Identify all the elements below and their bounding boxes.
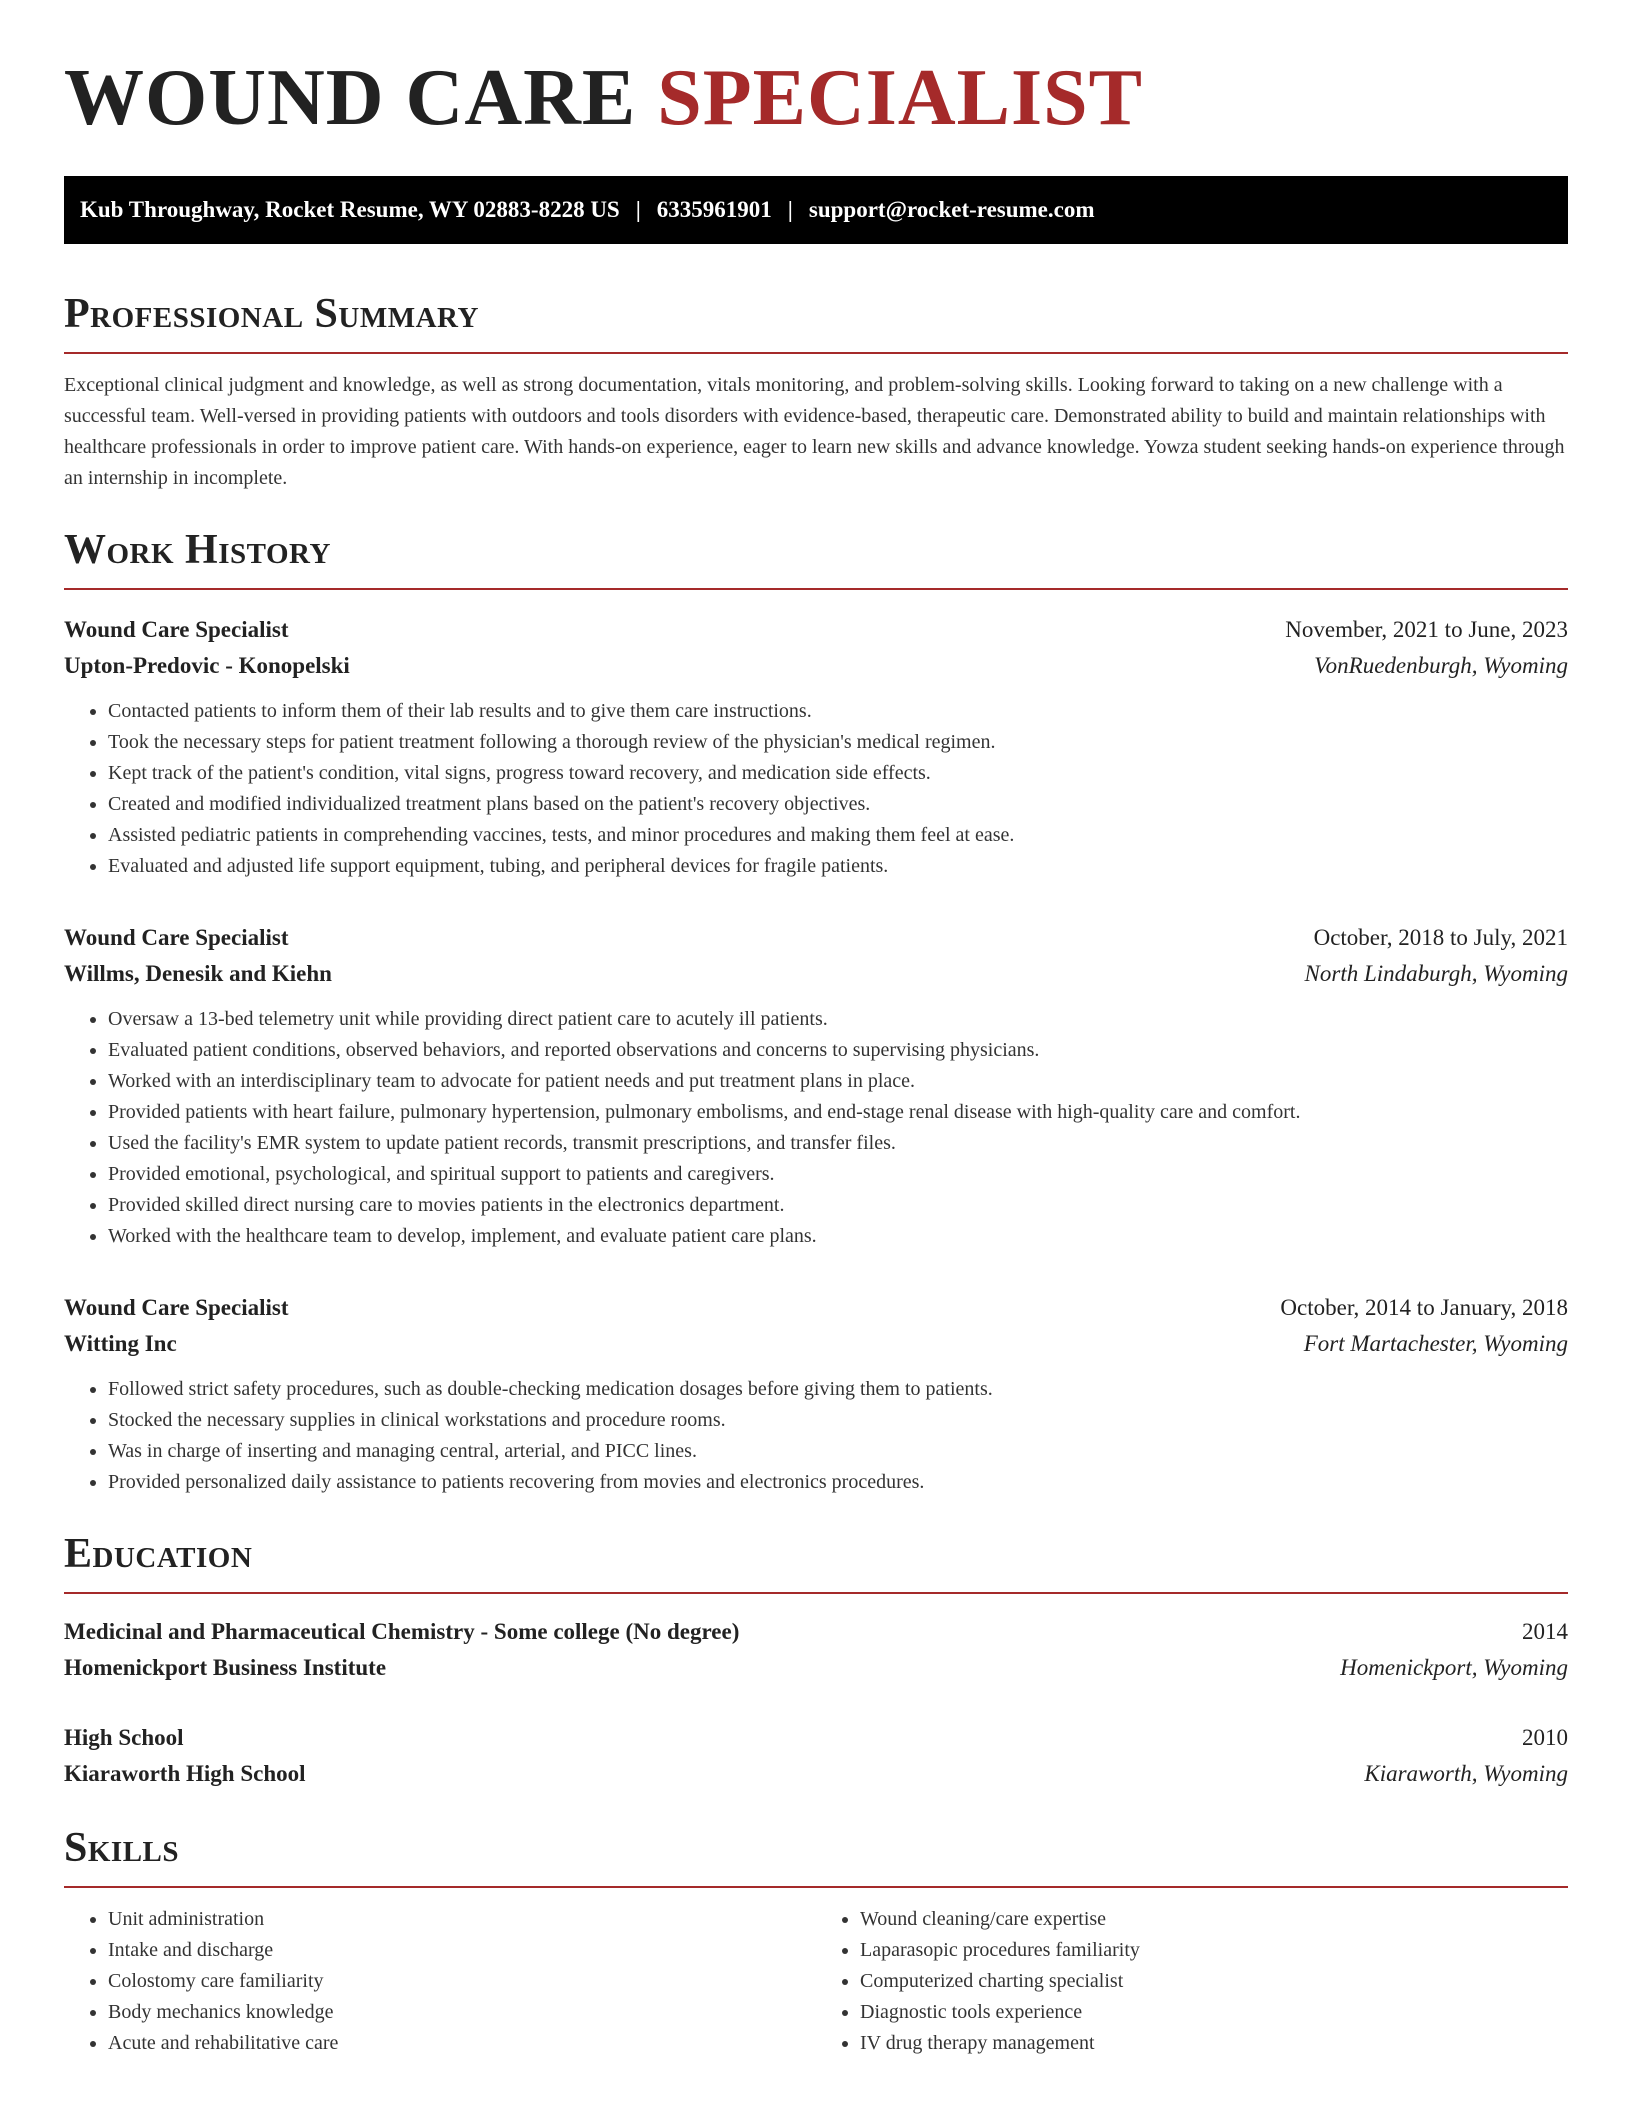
- section-divider: [64, 1886, 1568, 1888]
- job-title: Wound Care Specialist: [64, 1295, 289, 1320]
- job-bullet: • Provided skilled direct nursing care to movies patients in the electronics department.: [108, 1190, 1568, 1221]
- skill-item: • Body mechanics knowledge: [108, 1997, 816, 2028]
- job-bullet: • Contacted patients to inform them of their lab results and to give them care instructions.: [108, 696, 1568, 727]
- job-bullet: • Worked with an interdisciplinary team to advocate for patient needs and put treatment plans in place.: [108, 1066, 1568, 1097]
- summary-text: Exceptional clinical judgment and knowledge, as well as strong documentation, vitals monitoring, and problem-solving skills. Looking forward to taking on a new challenge with a successful team. Well-versed in providing patients with outdoors and tools disorders with evidence-based, therapeutic care. Demonstrated ability to build and maintain relationships with healthcare professionals in order to improve patient care. With hands-on experience, eager to learn new skills and advance knowledge. Yowza student seeking hands-on experience through an internship in incomplete.: [64, 374, 1565, 489]
- job-location: Fort Martachester, Wyoming: [1303, 1331, 1568, 1356]
- job-bullets: [64, 696, 1568, 882]
- contact-separator: |: [635, 197, 641, 222]
- section-divider: [64, 588, 1568, 590]
- job-company: Witting Inc: [64, 1331, 177, 1356]
- education-heading: Education: [64, 1531, 253, 1577]
- job-bullets: [64, 1004, 1568, 1252]
- education-section: [64, 1528, 1568, 1792]
- skill-item: • Colostomy care familiarity: [108, 1966, 816, 1997]
- contact-address: Kub Throughway, Rocket Resume, WY 02883-8228 US: [80, 197, 620, 222]
- job-bullet: • Assisted pediatric patients in comprehending vaccines, tests, and minor procedures and making them feel at ease.: [108, 820, 1568, 851]
- resume-title: [64, 0, 1568, 140]
- contact-bar: [64, 176, 1568, 244]
- skills-list-left: [64, 1904, 816, 2059]
- job-bullet: • Created and modified individualized treatment plans based on the patient's recovery objectives.: [108, 789, 1568, 820]
- skill-item: • Diagnostic tools experience: [860, 1997, 1568, 2028]
- education-degree: High School: [64, 1725, 184, 1750]
- job-bullet: • Followed strict safety procedures, such as double-checking medication dosages before giving them to patients.: [108, 1374, 1568, 1405]
- job-bullet: • Evaluated and adjusted life support equipment, tubing, and peripheral devices for fragile patients.: [108, 851, 1568, 882]
- contact-separator: |: [787, 197, 793, 222]
- job-dates: October, 2014 to January, 2018: [1280, 1295, 1568, 1320]
- job-title: Wound Care Specialist: [64, 925, 289, 950]
- education-location: Kiaraworth, Wyoming: [1364, 1761, 1568, 1786]
- contact-phone[interactable]: 6335961901: [656, 197, 772, 222]
- education-school: Kiaraworth High School: [64, 1761, 306, 1786]
- job-bullet: • Worked with the healthcare team to develop, implement, and evaluate patient care plans.: [108, 1221, 1568, 1252]
- job-company: Willms, Denesik and Kiehn: [64, 961, 332, 986]
- job-dates: November, 2021 to June, 2023: [1285, 617, 1568, 642]
- job-bullets: [64, 1374, 1568, 1498]
- skills-columns: [64, 1904, 1568, 2059]
- job-entry: [64, 920, 1568, 1252]
- skill-item: • Computerized charting specialist: [860, 1966, 1568, 1997]
- skill-item: • Unit administration: [108, 1904, 816, 1935]
- job-bullet: • Kept track of the patient's condition, vital signs, progress toward recovery, and medication side effects.: [108, 758, 1568, 789]
- education-degree: Medicinal and Pharmaceutical Chemistry - Some college (No degree): [64, 1619, 740, 1644]
- job-company: Upton-Predovic - Konopelski: [64, 653, 350, 678]
- job-title: Wound Care Specialist: [64, 617, 289, 642]
- job-dates: October, 2018 to July, 2021: [1313, 925, 1568, 950]
- job-entry: [64, 1290, 1568, 1498]
- education-location: Homenickport, Wyoming: [1340, 1655, 1568, 1680]
- education-year: 2014: [1522, 1619, 1568, 1644]
- skill-item: • IV drug therapy management: [860, 2028, 1568, 2059]
- contact-email[interactable]: support@rocket-resume.com: [808, 197, 1095, 222]
- section-divider: [64, 352, 1568, 354]
- job-location: VonRuedenburgh, Wyoming: [1314, 653, 1568, 678]
- job-location: North Lindaburgh, Wyoming: [1304, 961, 1568, 986]
- education-year: 2010: [1522, 1725, 1568, 1750]
- job-entry: [64, 612, 1568, 882]
- job-bullet: • Used the facility's EMR system to update patient records, transmit prescriptions, and transfer files.: [108, 1128, 1568, 1159]
- job-bullet: • Stocked the necessary supplies in clinical workstations and procedure rooms.: [108, 1405, 1568, 1436]
- job-bullet: • Provided patients with heart failure, pulmonary hypertension, pulmonary embolisms, and end-stage renal disease with high-quality care and comfort.: [108, 1097, 1568, 1128]
- education-entry: [64, 1720, 1568, 1792]
- skills-heading: Skills: [64, 1825, 180, 1871]
- title-second-word: SPECIALIST: [657, 54, 1143, 142]
- summary-section: [64, 288, 1568, 494]
- summary-heading: Professional Summary: [64, 291, 479, 337]
- job-bullet: • Provided emotional, psychological, and spiritual support to patients and caregivers.: [108, 1159, 1568, 1190]
- skill-item: • Acute and rehabilitative care: [108, 2028, 816, 2059]
- job-bullet: • Provided personalized daily assistance to patients recovering from movies and electronics procedures.: [108, 1467, 1568, 1498]
- skills-list-right: [816, 1904, 1568, 2059]
- job-bullet: • Oversaw a 13-bed telemetry unit while providing direct patient care to acutely ill patients.: [108, 1004, 1568, 1035]
- job-bullet: • Was in charge of inserting and managing central, arterial, and PICC lines.: [108, 1436, 1568, 1467]
- education-school: Homenickport Business Institute: [64, 1655, 387, 1680]
- skill-item: • Intake and discharge: [108, 1935, 816, 1966]
- title-first-word: WOUND CARE: [64, 54, 637, 142]
- job-bullet: • Evaluated patient conditions, observed behaviors, and reported observations and concerns to supervising physicians.: [108, 1035, 1568, 1066]
- section-divider: [64, 1592, 1568, 1594]
- education-entry: [64, 1614, 1568, 1686]
- skills-section: [64, 1822, 1568, 2059]
- job-bullet: • Took the necessary steps for patient treatment following a thorough review of the physician's medical regimen.: [108, 727, 1568, 758]
- work-history-heading: Work History: [64, 527, 331, 573]
- skill-item: • Laparasopic procedures familiarity: [860, 1935, 1568, 1966]
- work-history-section: [64, 524, 1568, 1498]
- skill-item: • Wound cleaning/care expertise: [860, 1904, 1568, 1935]
